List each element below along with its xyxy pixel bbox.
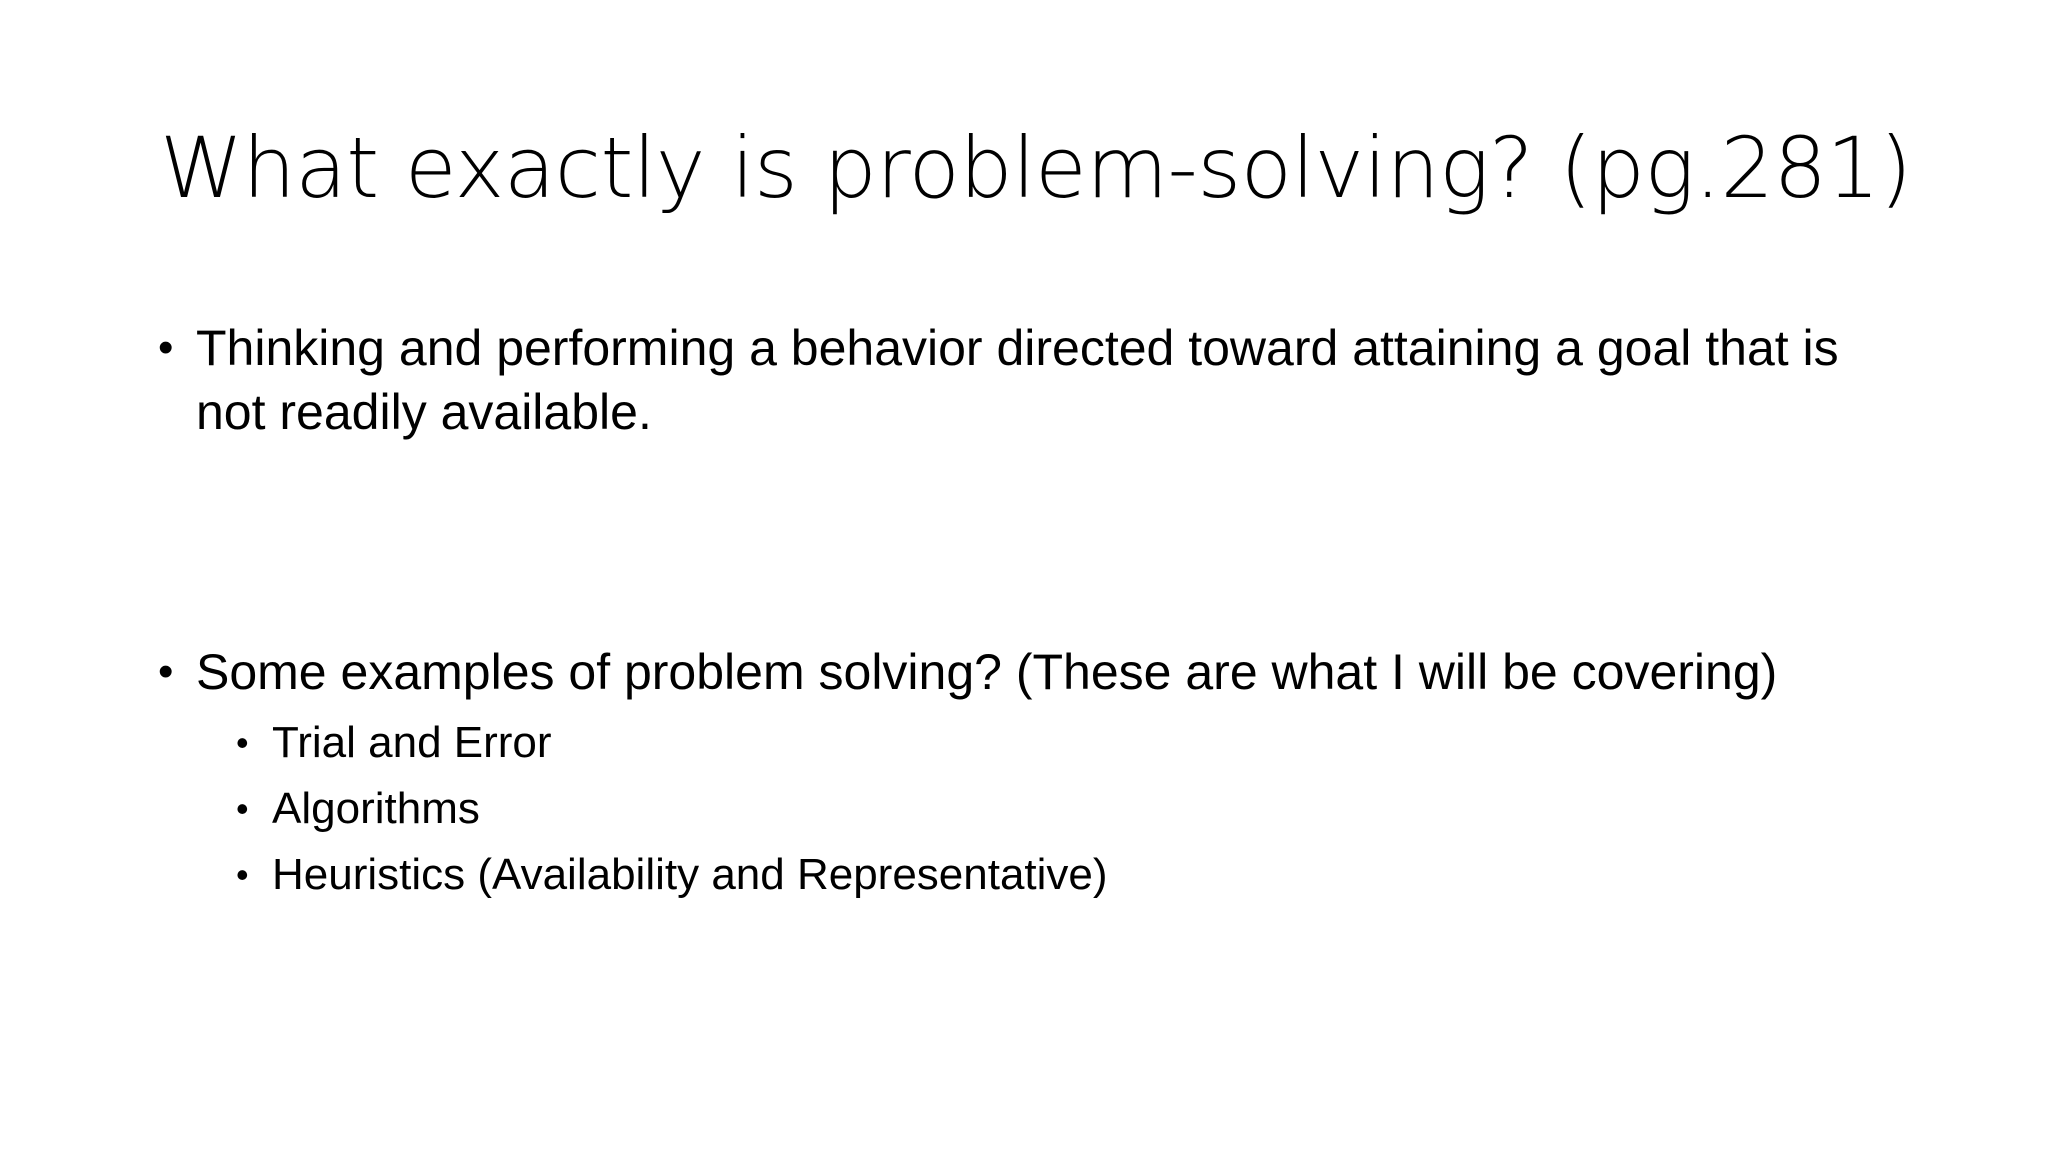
sub-bullet-list	[158, 710, 1918, 908]
sub-bullet-item	[236, 842, 1918, 908]
bullet-dot-icon: •	[158, 323, 174, 372]
bullet-item	[158, 640, 1918, 704]
bullet-definition	[158, 316, 1918, 444]
bullet-dot-icon: •	[158, 647, 174, 696]
sub-bullet-item	[236, 776, 1918, 842]
bullet-item	[158, 316, 1918, 444]
bullet-dot-icon: •	[236, 788, 249, 829]
bullet-text: Some examples of problem solving? (These are what I will be covering)	[196, 644, 1778, 700]
sub-bullet-text: Trial and Error	[272, 718, 552, 767]
bullet-text: Thinking and performing a behavior directed toward attaining a goal that is not readily available.	[196, 320, 1839, 440]
sub-bullet-text: Heuristics (Availability and Representative)	[272, 850, 1108, 899]
slide-title: What exactly is problem-solving? (pg.281)	[160, 119, 1912, 217]
sub-bullet-text: Algorithms	[272, 784, 480, 833]
bullet-dot-icon: •	[236, 854, 249, 895]
bullet-dot-icon: •	[236, 722, 249, 763]
bullet-examples	[158, 640, 1918, 908]
sub-bullet-item	[236, 710, 1918, 776]
